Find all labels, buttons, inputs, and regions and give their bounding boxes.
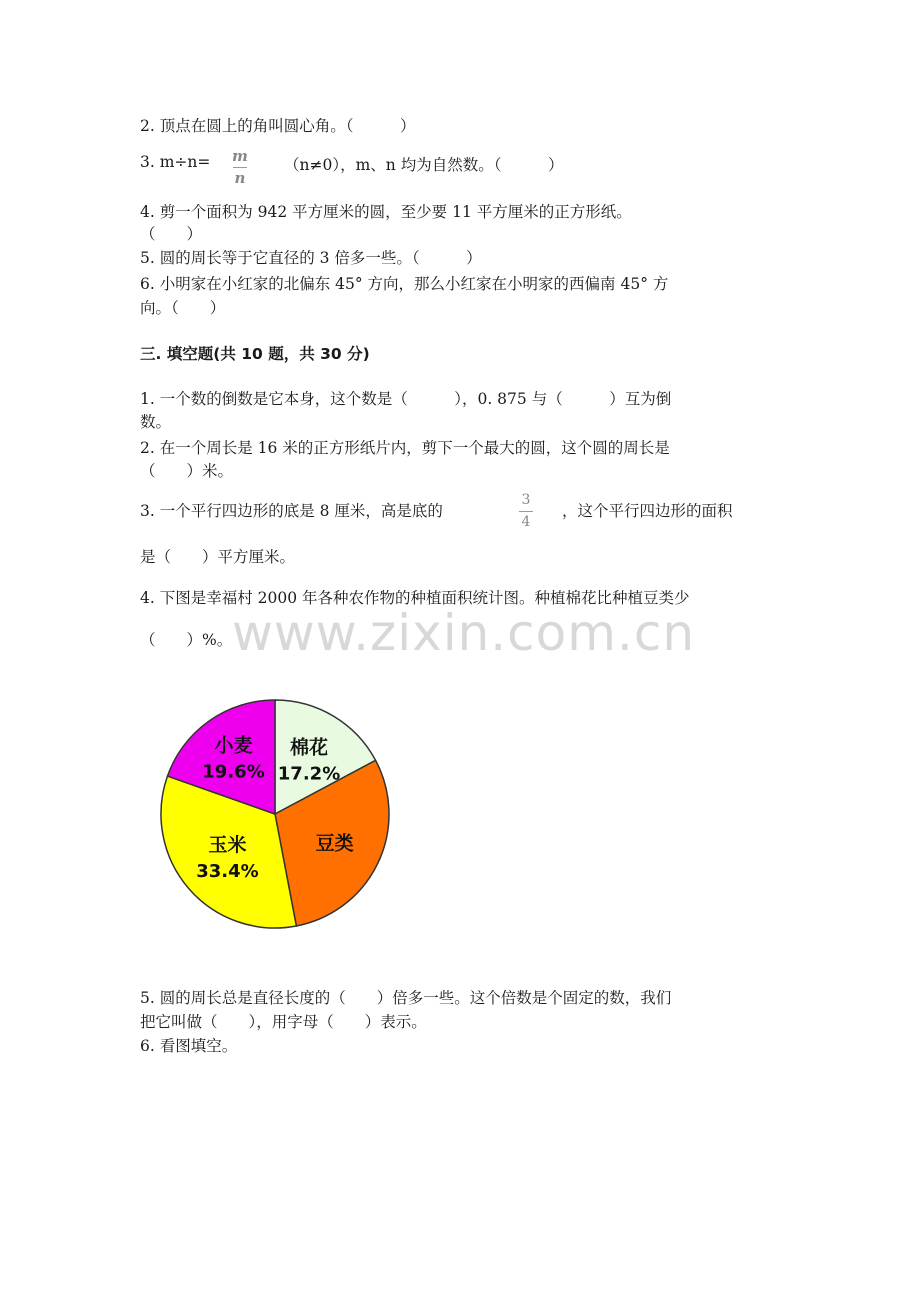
- pie-slice-label: 棉花: [290, 736, 329, 759]
- fraction-bar: [233, 167, 247, 168]
- s3-q5-line2: 把它叫做（ ），用字母（ ）表示。: [140, 1013, 427, 1031]
- watermark: www.zixin.com.cn: [232, 604, 696, 662]
- s3-q1-line2: 数。: [140, 413, 172, 431]
- s3-q3-fraction-denominator: 4: [521, 514, 531, 530]
- q3-fraction-denominator: n: [234, 169, 246, 187]
- s3-q3-suffix: ，这个平行四边形的面积: [562, 502, 733, 520]
- q2-text: 2. 顶点在圆上的角叫圆心角。（ ）: [140, 117, 416, 135]
- pie-slice-label: 小麦: [214, 734, 253, 757]
- pie-slice-value-label: 19.6%: [202, 761, 265, 783]
- s3-q4-line2: （ ）%。: [140, 631, 233, 649]
- q3-fraction-numerator: m: [232, 147, 248, 165]
- q4-line2: （ ）: [140, 225, 203, 243]
- s3-q6-text: 6. 看图填空。: [140, 1037, 238, 1055]
- s3-q4-line1: 4. 下图是幸福村 2000 年各种农作物的种植面积统计图。种植棉花比种植豆类少: [140, 589, 690, 607]
- s3-q3-line2: 是（ ）平方厘米。: [140, 548, 296, 566]
- q3-suffix: （n≠0），m、n 均为自然数。（ ）: [284, 156, 564, 174]
- fraction-bar: [519, 511, 533, 512]
- pie-slice-value-label: 17.2%: [277, 763, 341, 785]
- pie-slice-label: 玉米: [208, 833, 247, 856]
- pie-slice-label: 豆类: [315, 832, 354, 855]
- s3-q3-fraction-numerator: 3: [521, 492, 531, 508]
- s3-q2-line1: 2. 在一个周长是 16 米的正方形纸片内，剪下一个最大的圆，这个圆的周长是: [140, 439, 670, 457]
- s3-q3-prefix: 3. 一个平行四边形的底是 8 厘米，高是底的: [140, 502, 443, 520]
- s3-q5-line1: 5. 圆的周长总是直径长度的（ ）倍多一些。这个倍数是个固定的数，我们: [140, 989, 672, 1007]
- s3-q2-line2: （ ）米。: [140, 462, 234, 480]
- pie-slice-value-label: 33.4%: [196, 860, 259, 882]
- s3-q1-line1: 1. 一个数的倒数是它本身，这个数是（ ），0. 875 与（ ）互为倒: [140, 390, 672, 408]
- s3-q3-fraction: [519, 492, 533, 531]
- q3-fraction: [232, 148, 248, 187]
- q6-line1: 6. 小明家在小红家的北偏东 45° 方向，那么小红家在小明家的西偏南 45° 方: [140, 275, 669, 293]
- section3-heading: 三. 填空题(共 10 题，共 30 分): [140, 345, 370, 363]
- q4-line1: 4. 剪一个面积为 942 平方厘米的圆，至少要 11 平方厘米的正方形纸。: [140, 203, 632, 221]
- pie-chart: [155, 694, 395, 934]
- q3-prefix: 3. m÷n=: [140, 153, 211, 171]
- q6-line2: 向。（ ）: [140, 299, 226, 317]
- q5-text: 5. 圆的周长等于它直径的 3 倍多一些。（ ）: [140, 249, 482, 267]
